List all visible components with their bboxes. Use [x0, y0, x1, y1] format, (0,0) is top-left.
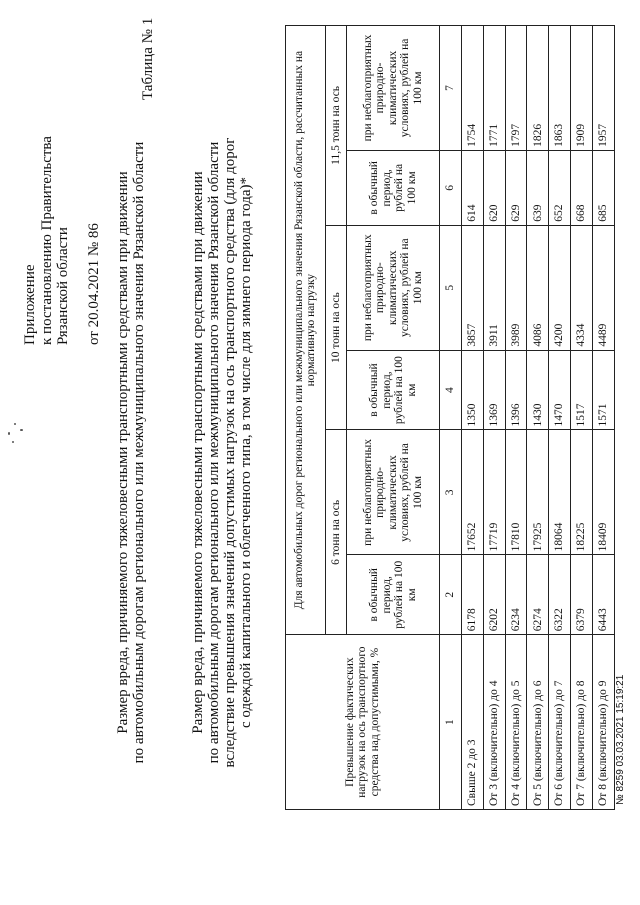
column-number: 2: [439, 555, 461, 635]
group-header: 10 тонн на ось: [325, 225, 347, 430]
damage-table: [285, 25, 615, 810]
appendix-line: к постановлению Правительства: [38, 136, 55, 345]
table-cell: 1396: [505, 350, 527, 430]
table-header-row: [286, 26, 326, 810]
column-number: 3: [439, 430, 461, 555]
registration-stamp: № 8259 03.03.2021 15:19:21: [615, 674, 626, 805]
table-cell: 1863: [549, 26, 571, 151]
subheader-normal: в обычный период, рублей на 100 км: [347, 555, 439, 635]
row-label: От 6 (включительно) до 7: [549, 635, 571, 810]
table-cell: 614: [461, 150, 483, 225]
row-label: От 4 (включительно) до 5: [505, 635, 527, 810]
table-cell: 1771: [483, 26, 505, 151]
table-cell: 17810: [505, 430, 527, 555]
scan-speck: [12, 441, 14, 443]
header-cell: Превышение фактических нагрузок на ось транспортного средства над допустимыми, %: [286, 635, 440, 810]
table-cell: 4489: [593, 225, 615, 350]
table-cell: 6178: [461, 555, 483, 635]
table-cell: 1754: [461, 26, 483, 151]
table-cell: 6322: [549, 555, 571, 635]
table-cell: 1369: [483, 350, 505, 430]
table-cell: 4200: [549, 225, 571, 350]
table-cell: 1571: [593, 350, 615, 430]
appendix-block: [22, 136, 102, 345]
table-cell: 4086: [527, 225, 549, 350]
group-header: 11,5 тонн на ось: [325, 26, 347, 226]
table-cell: 17925: [527, 430, 549, 555]
table-cell: 17652: [461, 430, 483, 555]
table-cell: 4334: [571, 225, 593, 350]
table-cell: 1957: [593, 26, 615, 151]
table-row: [571, 26, 593, 810]
appendix-line: Приложение: [22, 264, 38, 345]
header-cell: Для автомобильных дорог регионального или межмуниципального значения Рязанской области, рассчитанных на нормативную нагрузку: [286, 26, 326, 635]
row-label: От 5 (включительно) до 6: [527, 635, 549, 810]
table-row: [505, 26, 527, 810]
group-header: 6 тонн на ось: [325, 430, 347, 635]
subheader-normal: в обычный период, рублей на 100 км: [347, 350, 439, 430]
table-cell: 18064: [549, 430, 571, 555]
title-line: вследствие превышения значений допустимых нагрузок на ось транспортного средства (для дорог: [222, 137, 238, 768]
table-cell: 18225: [571, 430, 593, 555]
subheader-normal: в обычный период, рублей на 100 км: [347, 150, 439, 225]
column-number: 6: [439, 150, 461, 225]
table-cell: 639: [527, 150, 549, 225]
scan-speck: [14, 423, 16, 425]
table-cell: 6379: [571, 555, 593, 635]
title-line: Размер вреда, причиняемого тяжеловесными транспортными средствами при движении: [115, 171, 131, 734]
title-block-1: [115, 0, 147, 905]
table-cell: 3911: [483, 225, 505, 350]
title-line: по автомобильным дорогам регионального или межмуниципального значения Рязанской области: [206, 141, 222, 764]
table-cell: 6443: [593, 555, 615, 635]
title-block-2: [190, 0, 254, 905]
row-label: От 8 (включительно) до 9: [593, 635, 615, 810]
appendix-line: Рязанской области: [55, 227, 71, 345]
title-line: по автомобильным дорогам регионального или межмуниципального значения Рязанской области: [131, 141, 147, 764]
table-cell: 668: [571, 150, 593, 225]
table-cell: 1430: [527, 350, 549, 430]
table-row: [549, 26, 571, 810]
scan-speck: [20, 429, 23, 431]
table-row: [483, 26, 505, 810]
table-cell: 1797: [505, 26, 527, 151]
column-number: 1: [439, 635, 461, 810]
table-number: Таблица № 1: [140, 17, 156, 100]
row-label: От 3 (включительно) до 4: [483, 635, 505, 810]
table-cell: 1350: [461, 350, 483, 430]
table-cell: 620: [483, 150, 505, 225]
row-label: Свыше 2 до 3: [461, 635, 483, 810]
appendix-date: от 20.04.2021 № 86: [85, 223, 102, 345]
table-cell: 1826: [527, 26, 549, 151]
row-label: От 7 (включительно) до 8: [571, 635, 593, 810]
table-cell: 3989: [505, 225, 527, 350]
table-cell: 685: [593, 150, 615, 225]
column-number: 7: [439, 26, 461, 151]
table-cell: 1517: [571, 350, 593, 430]
subheader-adverse: при неблагоприятных природно-климатических условиях, рублей на 100 км: [347, 26, 439, 151]
table-cell: 3857: [461, 225, 483, 350]
table-cell: 17719: [483, 430, 505, 555]
subheader-adverse: при неблагоприятных природно-климатических условиях, рублей на 100 км: [347, 430, 439, 555]
table-row: [527, 26, 549, 810]
table-cell: 1470: [549, 350, 571, 430]
table-cell: 6234: [505, 555, 527, 635]
table-cell: 6202: [483, 555, 505, 635]
table-row: [593, 26, 615, 810]
table-cell: 1909: [571, 26, 593, 151]
subheader-adverse: при неблагоприятных природно-климатических условиях, рублей на 100 км: [347, 225, 439, 350]
title-line: с одеждой капитального и облегченного типа, в том числе для зимнего периода года)*: [238, 176, 254, 729]
table-row: [461, 26, 483, 810]
column-number: 4: [439, 350, 461, 430]
table-cell: 652: [549, 150, 571, 225]
title-line: Размер вреда, причиняемого тяжеловесными транспортными средствами при движении: [190, 171, 206, 734]
table-cell: 6274: [527, 555, 549, 635]
column-number: 5: [439, 225, 461, 350]
table-cell: 18409: [593, 430, 615, 555]
column-number-row: [439, 26, 461, 810]
table-cell: 629: [505, 150, 527, 225]
scan-speck: [8, 432, 10, 435]
